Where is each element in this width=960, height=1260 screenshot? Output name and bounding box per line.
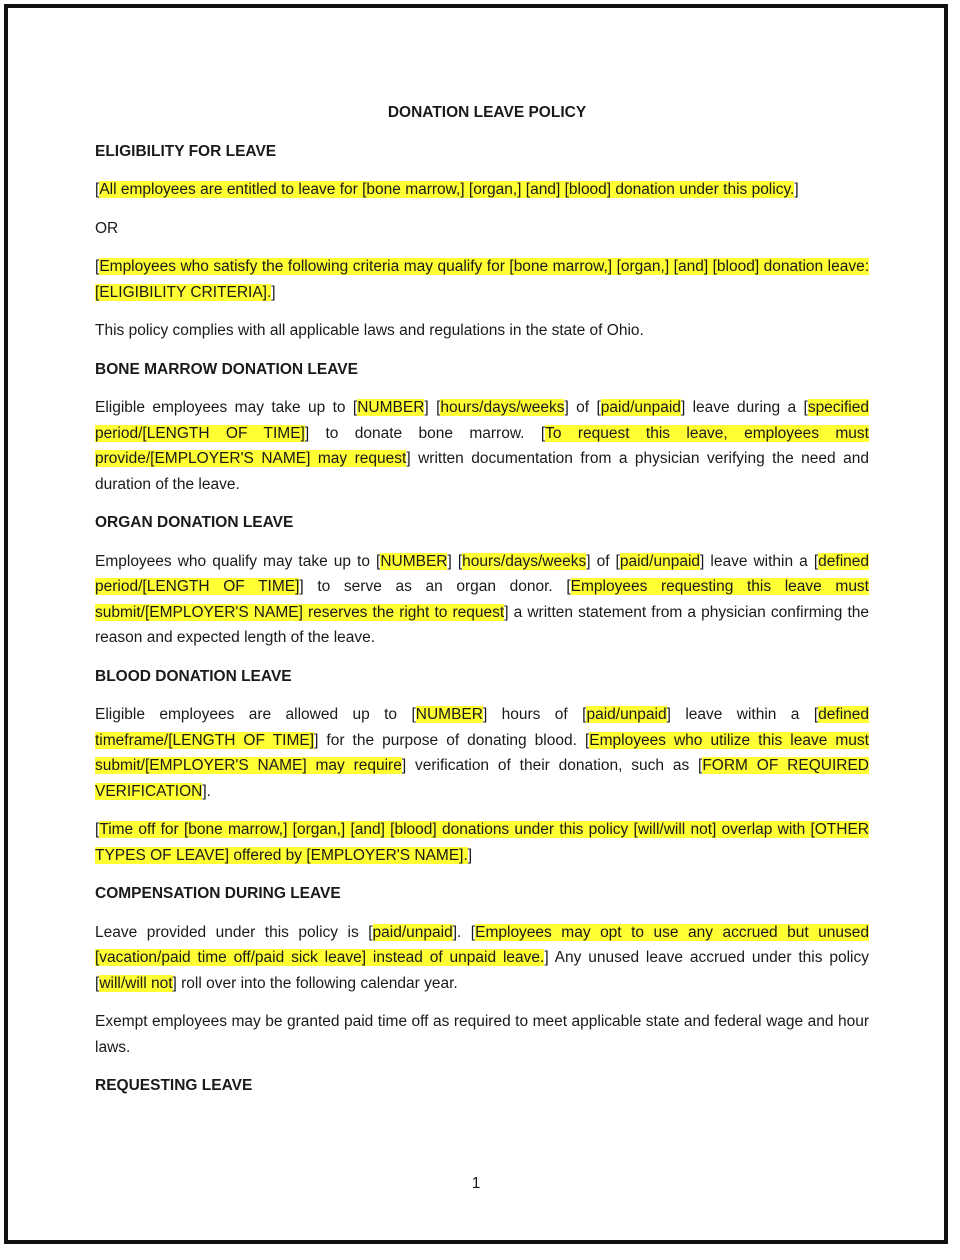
bracket-open: [ [95, 821, 100, 838]
text-segment: ] leave during a [ [680, 399, 808, 416]
highlighted-placeholder: paid/unpaid [619, 552, 701, 570]
text-segment: ] [ [424, 399, 441, 416]
highlighted-placeholder: NUMBER [415, 706, 483, 723]
organ-paragraph [95, 549, 869, 651]
compliance-statement: This policy complies with all applicable laws and regulations in the state of Ohio. [95, 322, 644, 339]
bracket-close: ] [271, 283, 276, 301]
text-segment: Leave provided under this policy is [ [95, 923, 373, 941]
heading-bone-marrow: BONE MARROW DONATION LEAVE [95, 360, 358, 378]
text-segment: ] Any unused leave accrued under this policy [ [95, 949, 869, 992]
highlighted-placeholder: defined period/[LENGTH OF TIME] [95, 552, 869, 595]
highlighted-placeholder: hours/days/weeks [462, 552, 587, 570]
text-segment: Eligible employees may take up to [ [95, 399, 358, 416]
text-segment: ] to serve as an organ donor. [ [299, 578, 571, 595]
text-segment: Eligible employees are allowed up to [ [95, 706, 416, 723]
highlighted-placeholder: NUMBER [357, 399, 425, 416]
or-separator: OR [95, 219, 119, 237]
highlighted-placeholder: paid/unpaid [586, 706, 667, 723]
document-page [4, 4, 948, 1244]
highlighted-placeholder: Time off for [bone marrow,] [organ,] [and] [blood] donations under this policy [will/will not] overlap with [OTHER TYPES OF LEAVE] offered by [EMPLOYER'S NAME]. [95, 821, 869, 864]
document-body [95, 100, 869, 1112]
bracket-close: ] [467, 846, 473, 864]
heading-eligibility: ELIGIBILITY FOR LEAVE [95, 142, 277, 160]
eligibility-option-2 [95, 254, 869, 305]
text-segment: ] roll over into the following calendar year. [172, 974, 458, 992]
highlighted-placeholder: All employees are entitled to leave for [bone marrow,] [organ,] [and] [blood] donation under this policy. [99, 181, 795, 198]
highlighted-placeholder: To request this leave, employees must provide/[EMPLOYER'S NAME] may request [95, 424, 869, 467]
bracket-open: [ [95, 181, 100, 198]
highlighted-placeholder: specified period/[LENGTH OF TIME] [95, 399, 869, 442]
text-segment: Employees who qualify may take up to [ [95, 552, 381, 570]
highlighted-placeholder: Employees may opt to use any accrued but unused [vacation/paid time off/paid sick leave] instead of unpaid leave. [95, 923, 870, 966]
text-segment: ] of [ [564, 399, 601, 416]
text-segment: ] leave within a [ [700, 552, 819, 570]
text-segment: ] a written statement from a physician confirming the reason and expected length of the leave. [95, 603, 869, 646]
highlighted-placeholder: Employees who utilize this leave must submit/[EMPLOYER'S NAME] may require [95, 731, 869, 774]
heading-compensation: COMPENSATION DURING LEAVE [95, 885, 341, 902]
exempt-paragraph: Exempt employees may be granted paid time off as required to meet applicable state and federal wage and hour laws. [95, 1013, 869, 1056]
highlighted-placeholder: paid/unpaid [372, 923, 453, 941]
text-segment: ] [ [447, 552, 463, 570]
text-segment: ] for the purpose of donating blood. [ [314, 731, 590, 749]
highlighted-placeholder: paid/unpaid [600, 399, 681, 416]
highlighted-placeholder: will/will not [99, 974, 173, 992]
text-segment: ] to donate bone marrow. [ [304, 424, 546, 442]
text-segment: ]. [ [452, 923, 476, 941]
highlighted-placeholder: FORM OF REQUIRED VERIFICATION [95, 757, 869, 800]
text-segment: ] hours of [ [482, 706, 587, 723]
highlighted-placeholder: defined timeframe/[LENGTH OF TIME] [95, 706, 869, 749]
heading-organ: ORGAN DONATION LEAVE [95, 514, 294, 531]
heading-blood: BLOOD DONATION LEAVE [95, 667, 292, 685]
text-segment: ] verification of their donation, such as [ [401, 757, 703, 774]
overlap-paragraph [95, 817, 869, 868]
page-number: 1 [471, 1175, 481, 1192]
blood-paragraph [95, 702, 869, 804]
highlighted-placeholder: Employees who satisfy the following criteria may qualify for [bone marrow,] [organ,] [and] [blood] donation leave: [ELIGIBILITY CRITERIA]. [95, 258, 869, 301]
highlighted-placeholder: hours/days/weeks [440, 399, 565, 416]
bracket-open: [ [95, 258, 100, 275]
text-segment: ]. [202, 782, 211, 800]
heading-requesting: REQUESTING LEAVE [95, 1077, 253, 1094]
document-title: DONATION LEAVE POLICY [387, 104, 587, 121]
text-segment: ] written documentation from a physician verifying the need and duration of the leave. [95, 450, 869, 493]
text-segment: ] leave within a [ [666, 706, 819, 723]
compensation-paragraph [95, 920, 869, 997]
bracket-close: ] [794, 181, 799, 198]
highlighted-placeholder: NUMBER [380, 552, 448, 570]
text-segment: ] of [ [586, 552, 620, 570]
eligibility-option-1 [95, 177, 869, 203]
bone-marrow-paragraph [95, 395, 869, 497]
highlighted-placeholder: Employees requesting this leave must submit/[EMPLOYER'S NAME] reserves the right to request [95, 578, 869, 621]
